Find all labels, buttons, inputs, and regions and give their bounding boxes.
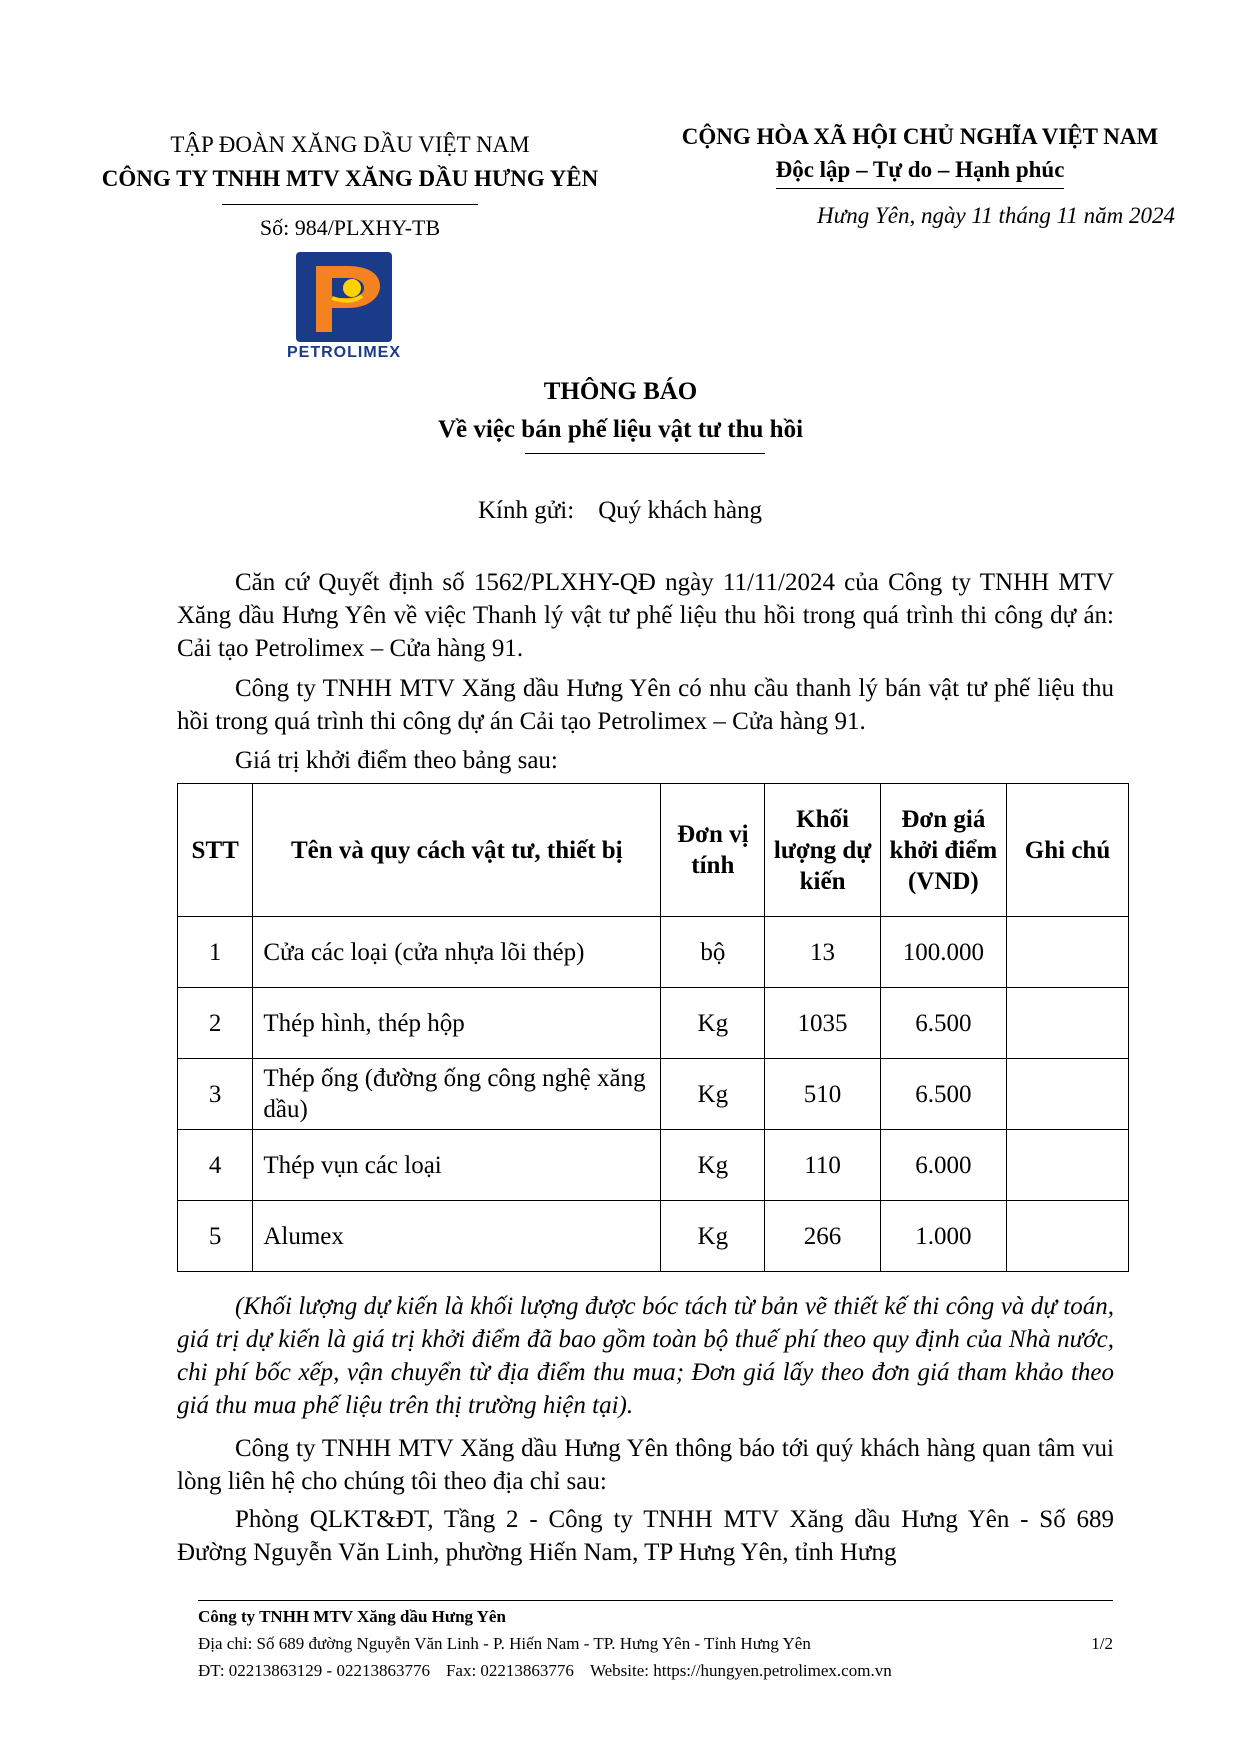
cell-stt: 2: [178, 988, 253, 1059]
cell-price: 6.500: [880, 988, 1006, 1059]
cell-unit: Kg: [661, 988, 765, 1059]
cell-stt: 3: [178, 1059, 253, 1130]
cell-unit: bộ: [661, 917, 765, 988]
cell-stt: 5: [178, 1201, 253, 1272]
materials-table: [177, 783, 1129, 1272]
national-motto: Độc lập – Tự do – Hạnh phúc: [776, 154, 1065, 189]
cell-qty: 1035: [765, 988, 880, 1059]
recipient-value: Quý khách hàng: [598, 497, 763, 524]
cell-unit: Kg: [661, 1201, 765, 1272]
cell-note: [1007, 917, 1129, 988]
petrolimex-logo: [274, 252, 414, 362]
footer-address-row: [198, 1630, 1113, 1657]
document-date: Hưng Yên, ngày 11 tháng 11 năm 2024: [817, 203, 1175, 228]
cell-unit: Kg: [661, 1059, 765, 1130]
header-right: [655, 120, 1185, 229]
table-row: [178, 988, 1129, 1059]
page-number: 1/2: [1091, 1634, 1113, 1653]
parent-group-name: TẬP ĐOÀN XĂNG DẦU VIỆT NAM: [170, 132, 530, 157]
cell-note: [1007, 1130, 1129, 1201]
table-row: [178, 1201, 1129, 1272]
cell-price: 100.000: [880, 917, 1006, 988]
cell-name: Thép ống (đường ống công nghệ xăng dầu): [253, 1059, 661, 1130]
cell-name: Cửa các loại (cửa nhựa lõi thép): [253, 917, 661, 988]
table-row: [178, 1130, 1129, 1201]
header-unit: Đơn vị tính: [661, 784, 765, 917]
cell-stt: 4: [178, 1130, 253, 1201]
table-header-row: [178, 784, 1129, 917]
petrolimex-logo-text: PETROLIMEX: [286, 344, 401, 361]
notice-title: THÔNG BÁO: [543, 378, 698, 405]
footer-company: Công ty TNHH MTV Xăng dầu Hưng Yên: [198, 1607, 506, 1626]
header-price: Đơn giá khởi điểm (VND): [880, 784, 1006, 917]
company-name: CÔNG TY TNHH MTV XĂNG DẦU HƯNG YÊN: [101, 166, 599, 191]
cell-name: Alumex: [253, 1201, 661, 1272]
header-note: Ghi chú: [1007, 784, 1129, 917]
cell-qty: 13: [765, 917, 880, 988]
page-footer: [198, 1600, 1113, 1684]
petrolimex-logo-mark-icon: [296, 252, 392, 342]
table-row: [178, 917, 1129, 988]
cell-qty: 110: [765, 1130, 880, 1201]
document-number: Số: 984/PLXHY-TB: [259, 215, 441, 240]
header-left: [60, 128, 640, 241]
header-left-rule: [222, 204, 478, 205]
cell-price: 6.500: [880, 1059, 1006, 1130]
footer-contact-row: [198, 1657, 1113, 1684]
cell-note: [1007, 1059, 1129, 1130]
recipient-line: [478, 497, 762, 525]
cell-note: [1007, 1201, 1129, 1272]
table-row: [178, 1059, 1129, 1130]
footer-phone: ĐT: 02213863129 - 02213863776: [198, 1661, 430, 1680]
cell-qty: 510: [765, 1059, 880, 1130]
footer-address: Địa chỉ: Số 689 đường Nguyễn Văn Linh - P. Hiến Nam - TP. Hưng Yên - Tỉnh Hưng Yên: [198, 1634, 811, 1653]
header-qty: Khối lượng dự kiến: [765, 784, 880, 917]
paragraph-table-intro: Giá trị khởi điểm theo bảng sau:: [235, 747, 558, 774]
recipient-label: Kính gửi:: [478, 497, 575, 524]
footer-rule: [198, 1600, 1113, 1601]
paragraph-address: Phòng QLKT&ĐT, Tầng 2 - Công ty TNHH MTV Xăng dầu Hưng Yên - Số 689 Đường Nguyễn Văn Linh, phường Hiến Nam, TP Hưng Yên, tỉnh Hưng: [177, 1506, 1114, 1566]
paragraph-need: Công ty TNHH MTV Xăng dầu Hưng Yên có nhu cầu thanh lý bán vật tư phế liệu thu hồi trong quá trình thi công dự án Cải tạo Petrolimex – Cửa hàng 91.: [177, 675, 1114, 735]
footer-website[interactable]: Website: https://hungyen.petrolimex.com.vn: [589, 1661, 892, 1680]
national-title: CỘNG HÒA XÃ HỘI CHỦ NGHĨA VIỆT NAM: [681, 124, 1159, 149]
header-stt: STT: [178, 784, 253, 917]
header-name: Tên và quy cách vật tư, thiết bị: [253, 784, 661, 917]
cell-qty: 266: [765, 1201, 880, 1272]
cell-price: 1.000: [880, 1201, 1006, 1272]
cell-note: [1007, 988, 1129, 1059]
subtitle-rule: [525, 453, 765, 454]
cell-name: Thép vụn các loại: [253, 1130, 661, 1201]
cell-name: Thép hình, thép hộp: [253, 988, 661, 1059]
footer-fax: Fax: 02213863776: [445, 1661, 574, 1680]
paragraph-contact-intro: Công ty TNHH MTV Xăng dầu Hưng Yên thông báo tới quý khách hàng quan tâm vui lòng liên hệ cho chúng tôi theo địa chỉ sau:: [177, 1435, 1114, 1495]
italic-note: (Khối lượng dự kiến là khối lượng được bóc tách từ bản vẽ thiết kế thi công và dự toán, giá trị dự kiến là giá trị khởi điểm đã bao gồm toàn bộ thuế phí theo quy định của Nhà nước, chi phí bốc xếp, vận chuyển từ địa điểm thu mua; Đơn giá lấy theo đơn giá tham khảo theo giá thu mua phế liệu trên thị trường hiện tại).: [177, 1293, 1114, 1419]
cell-stt: 1: [178, 917, 253, 988]
paragraph-basis: Căn cứ Quyết định số 1562/PLXHY-QĐ ngày 11/11/2024 của Công ty TNHH MTV Xăng dầu Hưng Yên về việc Thanh lý vật tư phế liệu thu hồi trong quá trình thi công dự án: Cải tạo Petrolimex – Cửa hàng 91.: [177, 569, 1114, 662]
cell-unit: Kg: [661, 1130, 765, 1201]
cell-price: 6.000: [880, 1130, 1006, 1201]
notice-subtitle: Về việc bán phế liệu vật tư thu hồi: [437, 416, 804, 443]
